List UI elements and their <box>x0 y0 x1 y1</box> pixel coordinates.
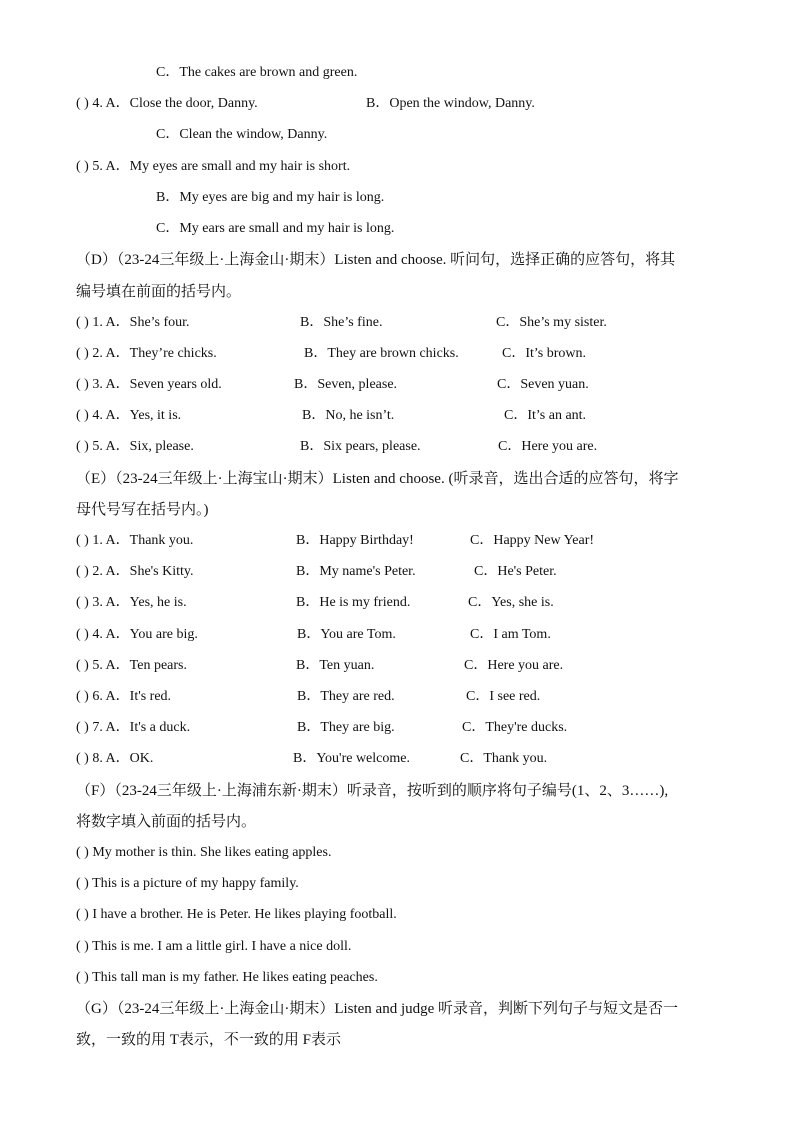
section-d-heading: （D）（23-24三年级上·上海金山·期末）Listen and choose. 听问句，选择正确的应答句，将其 <box>76 252 676 268</box>
section-e-heading-cont: 母代号写在括号内。) <box>76 502 209 518</box>
question-line: ( ) 1. A．Thank you. <box>76 533 194 548</box>
sentence-line: ( ) I have a brother. He is Peter. He likes playing football. <box>76 907 397 922</box>
sentence-line: ( ) This is me. I am a little girl. I have a nice doll. <box>76 939 352 954</box>
option-c: C．Here you are. <box>498 439 598 454</box>
option-b: B．Seven, please. <box>294 377 398 392</box>
option-b: B．They are brown chicks. <box>304 346 459 361</box>
question-line: ( ) 2. A．They’re chicks. <box>76 346 217 361</box>
option-text: C．The cakes are brown and green. <box>156 65 358 80</box>
option-c: C．Seven yuan. <box>497 377 589 392</box>
question-line: ( ) 4. A．Yes, it is. <box>76 408 182 423</box>
option-c: C．I am Tom. <box>470 627 551 642</box>
option-c: C．They're ducks. <box>462 720 568 735</box>
option-text: B．My eyes are big and my hair is long. <box>156 190 385 205</box>
question-line: ( ) 7. A．It's a duck. <box>76 720 191 735</box>
option-b: B．No, he isn’t. <box>302 408 395 423</box>
option-c: C．Thank you. <box>460 751 548 766</box>
question-5-line: ( ) 5. A．My eyes are small and my hair is short. <box>76 159 351 174</box>
section-e-heading: （E）（23-24三年级上·上海宝山·期末）Listen and choose. (听录音，选出合适的应答句，将字 <box>76 471 679 487</box>
option-b: B．Ten yuan. <box>296 658 375 673</box>
question-line: ( ) 3. A．Yes, he is. <box>76 595 187 610</box>
question-line: ( ) 6. A．It's red. <box>76 689 172 704</box>
option-b: B．My name's Peter. <box>296 564 416 579</box>
option-b: B．He is my friend. <box>296 595 411 610</box>
option-c: C．Yes, she is. <box>468 595 554 610</box>
option-text: C．Clean the window, Danny. <box>156 127 328 142</box>
option-b: B．She’s fine. <box>300 315 383 330</box>
section-g-heading: （G）（23-24三年级上·上海金山·期末）Listen and judge 听录音，判断下列句子与短文是否一 <box>76 1001 679 1017</box>
sentence-line: ( ) This tall man is my father. He likes eating peaches. <box>76 970 378 985</box>
option-c: C．He's Peter. <box>474 564 557 579</box>
option-c: C．Happy New Year! <box>470 533 595 548</box>
question-line: ( ) 8. A．OK. <box>76 751 154 766</box>
option-c: C．Here you are. <box>464 658 564 673</box>
option-c: C．It’s an ant. <box>504 408 587 423</box>
option-text: C．My ears are small and my hair is long. <box>156 221 395 236</box>
section-g-heading-cont: 致，一致的用 T表示，不一致的用 F表示 <box>76 1032 342 1048</box>
question-line: ( ) 5. A．Six, please. <box>76 439 194 454</box>
option-b: B．They are red. <box>297 689 395 704</box>
option-b: B．Happy Birthday! <box>296 533 414 548</box>
option-text: B．Open the window, Danny. <box>366 96 535 111</box>
sentence-line: ( ) My mother is thin. She likes eating apples. <box>76 845 332 860</box>
section-f-heading-cont: 将数字填入前面的括号内。 <box>76 814 257 830</box>
question-line: ( ) 2. A．She's Kitty. <box>76 564 194 579</box>
question-4-line: ( ) 4. A．Close the door, Danny. <box>76 96 258 111</box>
option-b: B．They are big. <box>297 720 395 735</box>
question-line: ( ) 1. A．She’s four. <box>76 315 190 330</box>
sentence-line: ( ) This is a picture of my happy family. <box>76 876 299 891</box>
option-b: B．You are Tom. <box>297 627 396 642</box>
option-b: B．You're welcome. <box>293 751 410 766</box>
section-f-heading: （F）（23-24三年级上·上海浦东新·期末）听录音，按听到的顺序将句子编号(1、2、3……), <box>76 783 669 799</box>
section-d-heading-cont: 编号填在前面的括号内。 <box>76 284 242 300</box>
option-c: C．I see red. <box>466 689 541 704</box>
question-line: ( ) 3. A．Seven years old. <box>76 377 222 392</box>
option-c: C．She’s my sister. <box>496 315 607 330</box>
option-c: C．It’s brown. <box>502 346 586 361</box>
question-line: ( ) 5. A．Ten pears. <box>76 658 187 673</box>
option-b: B．Six pears, please. <box>300 439 421 454</box>
question-line: ( ) 4. A．You are big. <box>76 627 198 642</box>
